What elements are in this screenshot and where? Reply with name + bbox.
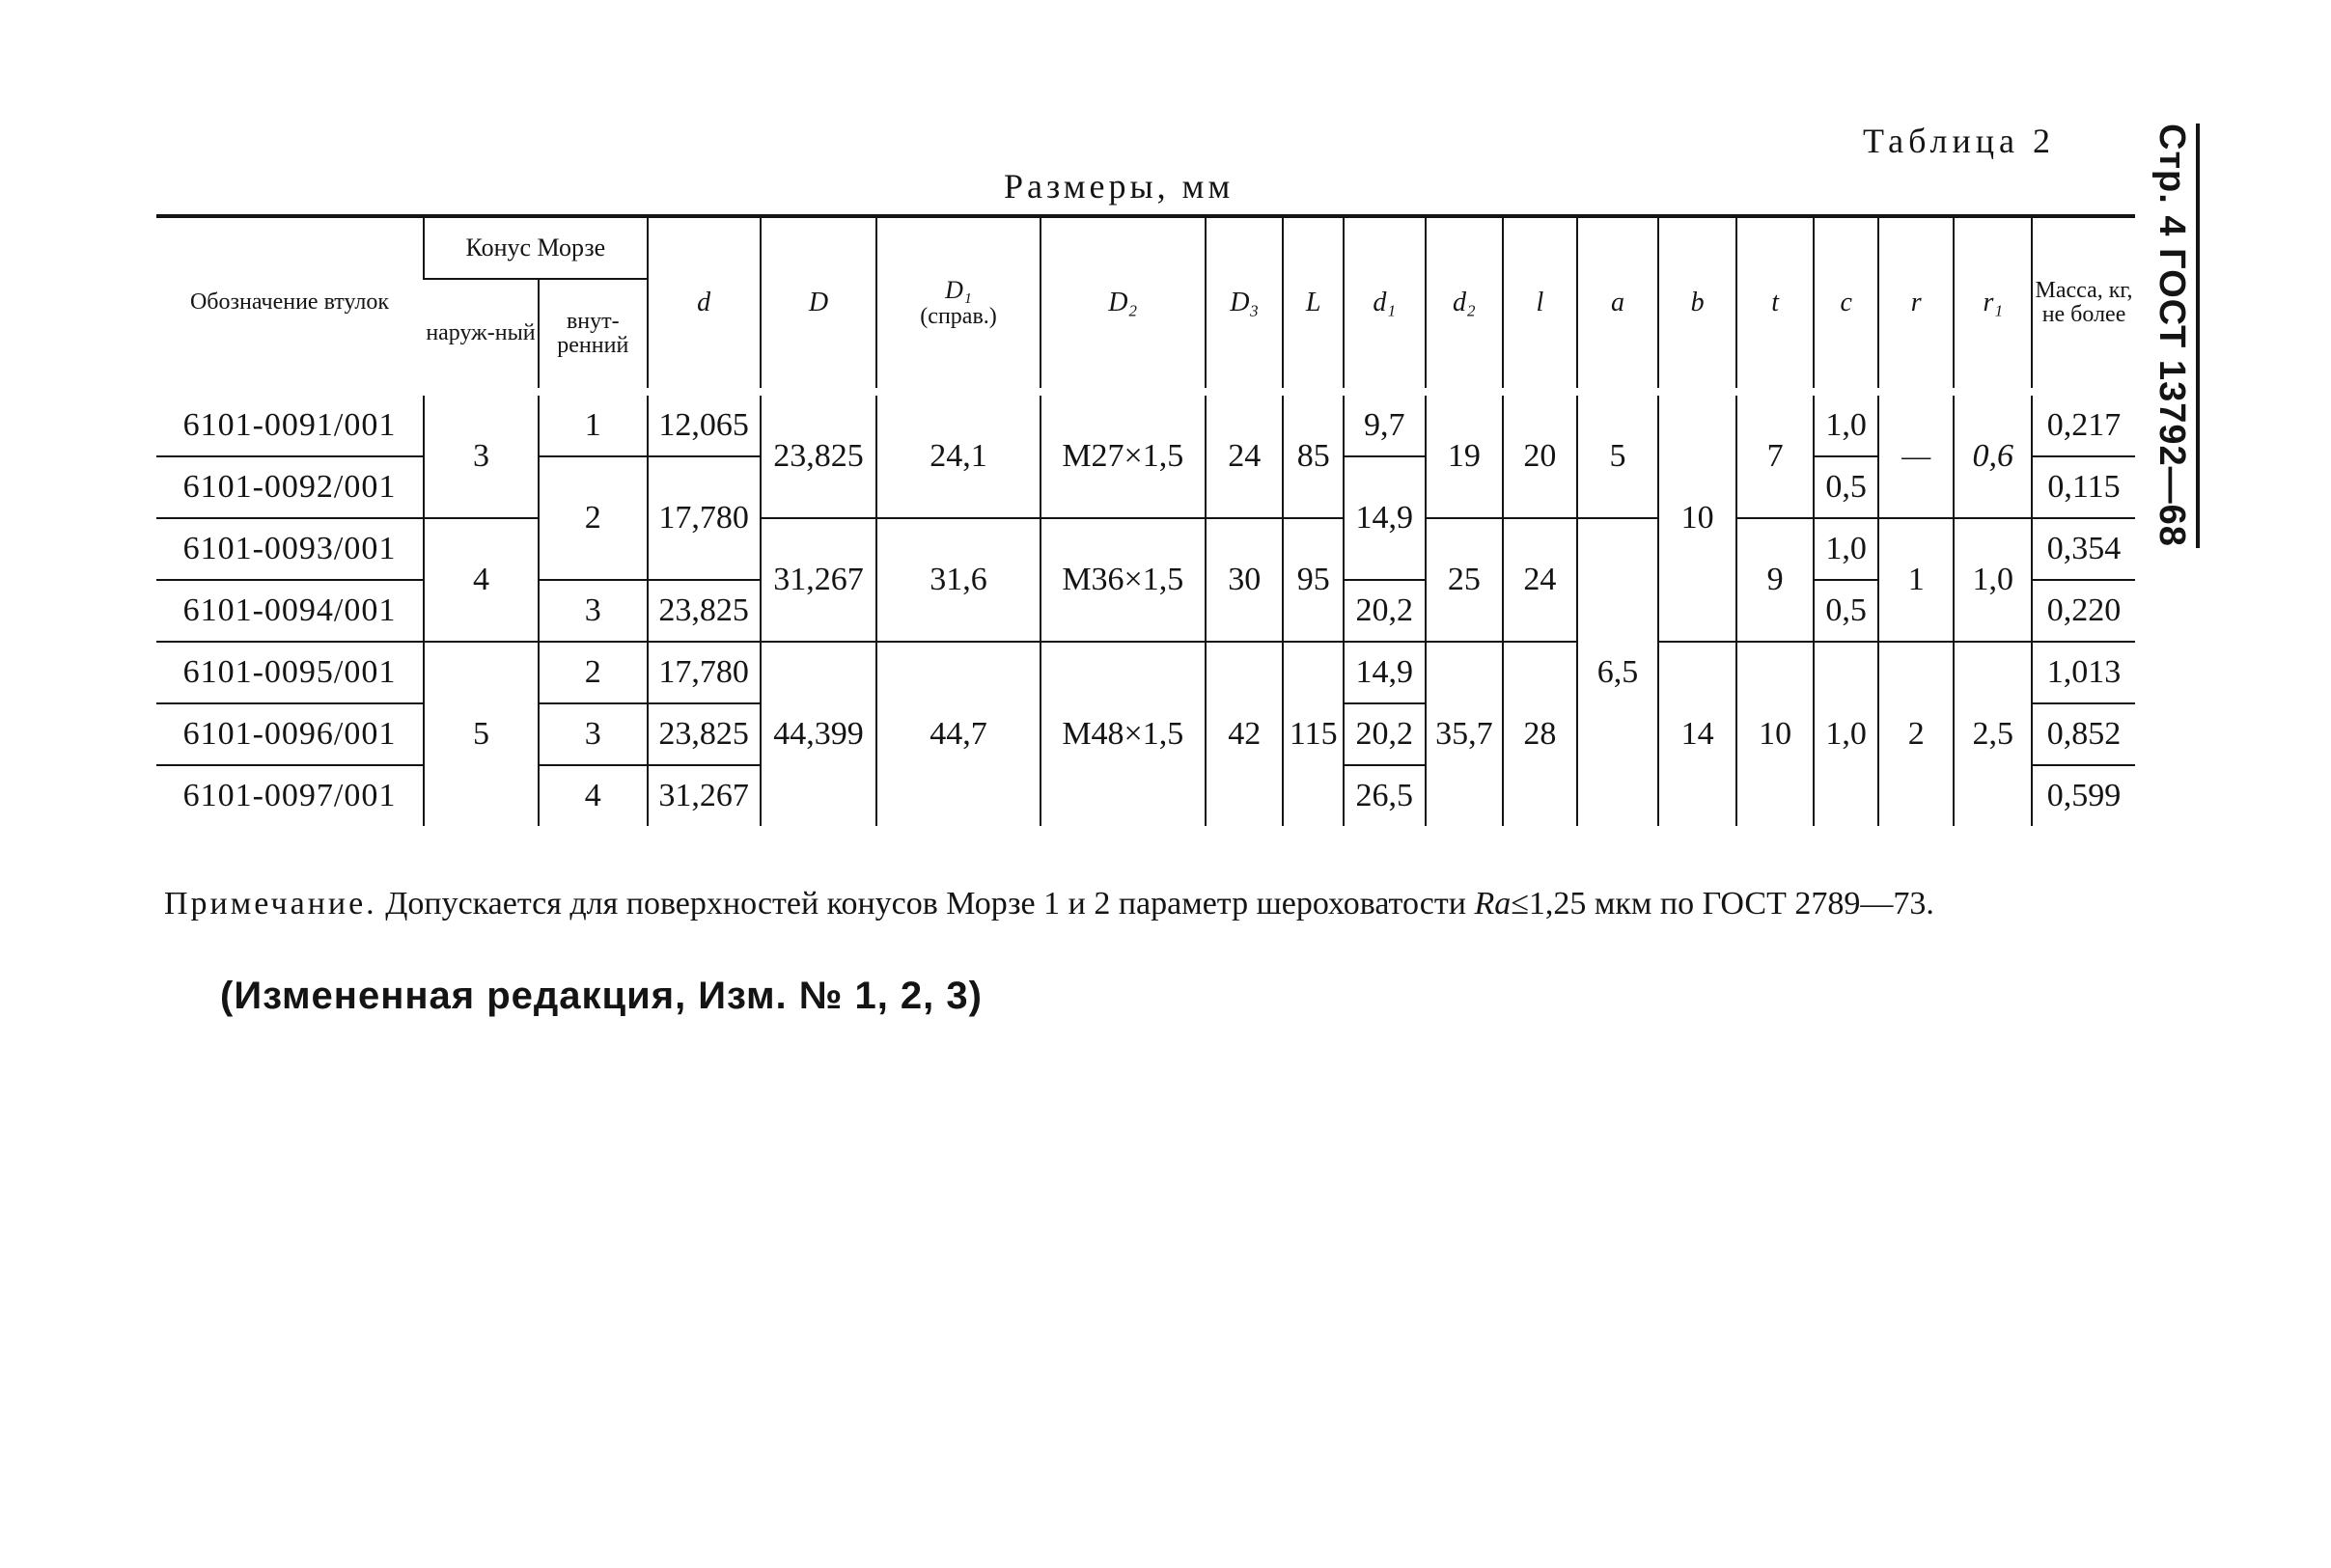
cell-d1: 26,5 (1344, 765, 1426, 826)
cell-mass: 0,220 (2032, 580, 2135, 642)
cell-c: 1,0 (1814, 642, 1877, 826)
cell-t: 9 (1736, 518, 1815, 642)
cell-mass: 0,217 (2032, 392, 2135, 456)
header-a: a (1577, 216, 1659, 392)
table-row (156, 518, 2135, 580)
cell-mass: 0,115 (2032, 456, 2135, 518)
row-code: 6101-0096/001 (156, 703, 424, 765)
header-D1-symbol: D₁ (945, 276, 972, 305)
cell-t: 7 (1736, 392, 1815, 518)
cell-D3: 42 (1206, 642, 1284, 826)
row-code: 6101-0093/001 (156, 518, 424, 580)
cell-D: 23,825 (761, 392, 877, 518)
cell-morse-inner: 3 (539, 580, 648, 642)
header-L: L (1283, 216, 1343, 392)
cell-d2: 19 (1426, 392, 1504, 518)
cell-c: 1,0 (1814, 392, 1877, 456)
cell-t: 10 (1736, 642, 1815, 826)
header-designation: Обозначение втулок (156, 216, 424, 392)
table-note (164, 886, 2133, 922)
cell-d1: 9,7 (1344, 392, 1426, 456)
cell-r: 1 (1878, 518, 1955, 642)
header-D2: D₂ (1041, 216, 1206, 392)
row-code: 6101-0094/001 (156, 580, 424, 642)
note-text-after: ≤1,25 мкм по ГОСТ 2789—73. (1511, 886, 1934, 922)
cell-d: 31,267 (648, 765, 761, 826)
cell-mass: 0,599 (2032, 765, 2135, 826)
header-d2: d₂ (1426, 216, 1504, 392)
cell-r: 2 (1878, 642, 1955, 826)
cell-L: 85 (1283, 392, 1343, 518)
page-side-header (2138, 124, 2200, 548)
cell-l: 24 (1503, 518, 1577, 642)
header-D: D (761, 216, 877, 392)
header-d1: d₁ (1344, 216, 1426, 392)
header-l: l (1503, 216, 1577, 392)
cell-mass: 0,354 (2032, 518, 2135, 580)
cell-L: 95 (1283, 518, 1343, 642)
cell-morse-outer: 3 (424, 392, 539, 518)
cell-r1: 0,6 (1954, 392, 2032, 518)
header-c: c (1814, 216, 1877, 392)
cell-D: 44,399 (761, 642, 877, 826)
cell-c: 0,5 (1814, 456, 1877, 518)
header-D1-note: (справ.) (920, 303, 997, 329)
cell-l: 28 (1503, 642, 1577, 826)
dimensions-table (156, 214, 2135, 826)
side-header-text: Стр. 4 ГОСТ 13792—68 (2151, 124, 2192, 547)
cell-d: 17,780 (648, 456, 761, 580)
revision-note: (Измененная редакция, Изм. № 1, 2, 3) (220, 975, 983, 1017)
cell-b: 10 (1658, 392, 1736, 642)
table-header (156, 216, 2135, 392)
cell-d: 23,825 (648, 580, 761, 642)
cell-d1: 20,2 (1344, 703, 1426, 765)
cell-D2: M36×1,5 (1041, 518, 1206, 642)
cell-D1: 31,6 (876, 518, 1040, 642)
cell-d1: 20,2 (1344, 580, 1426, 642)
cell-morse-outer: 4 (424, 518, 539, 642)
header-b: b (1658, 216, 1736, 392)
cell-L: 115 (1283, 642, 1343, 826)
cell-d1: 14,9 (1344, 642, 1426, 703)
table-row (156, 642, 2135, 703)
cell-r: — (1878, 392, 1955, 518)
table-subtitle: Размеры, мм (1004, 167, 1235, 206)
cell-D: 31,267 (761, 518, 877, 642)
cell-c: 1,0 (1814, 518, 1877, 580)
cell-morse-inner: 2 (539, 456, 648, 580)
cell-d: 23,825 (648, 703, 761, 765)
cell-b: 14 (1658, 642, 1736, 826)
header-morse-group: Конус Морзе (424, 216, 648, 279)
cell-morse-inner: 2 (539, 642, 648, 703)
cell-l: 20 (1503, 392, 1577, 518)
table-number: Таблица 2 (1863, 122, 2055, 160)
cell-D3: 24 (1206, 392, 1284, 518)
header-r1: r₁ (1954, 216, 2032, 392)
cell-d2: 25 (1426, 518, 1504, 642)
cell-D1: 44,7 (876, 642, 1040, 826)
cell-morse-outer: 5 (424, 642, 539, 826)
cell-D2: M27×1,5 (1041, 392, 1206, 518)
header-morse-outer: наруж-ный (424, 279, 539, 392)
cell-mass: 0,852 (2032, 703, 2135, 765)
header-t: t (1736, 216, 1815, 392)
header-r: r (1878, 216, 1955, 392)
cell-d: 17,780 (648, 642, 761, 703)
cell-a: 5 (1577, 392, 1659, 518)
note-text-before: Допускается для поверхностей конусов Морзе 1 и 2 параметр шероховатости (376, 886, 1475, 922)
cell-d: 12,065 (648, 392, 761, 456)
cell-D2: M48×1,5 (1041, 642, 1206, 826)
cell-morse-inner: 3 (539, 703, 648, 765)
cell-r1: 2,5 (1954, 642, 2032, 826)
row-code: 6101-0092/001 (156, 456, 424, 518)
cell-c: 0,5 (1814, 580, 1877, 642)
cell-d2: 35,7 (1426, 642, 1504, 826)
cell-D1: 24,1 (876, 392, 1040, 518)
note-ra-symbol: Ra (1474, 886, 1512, 922)
cell-morse-inner: 4 (539, 765, 648, 826)
row-code: 6101-0095/001 (156, 642, 424, 703)
cell-mass: 1,013 (2032, 642, 2135, 703)
header-morse-inner: внут-ренний (539, 279, 648, 392)
table-body (156, 392, 2135, 826)
row-code: 6101-0091/001 (156, 392, 424, 456)
header-D3: D₃ (1206, 216, 1284, 392)
cell-d1: 14,9 (1344, 456, 1426, 580)
header-mass: Масса, кг, не более (2032, 216, 2135, 392)
header-d: d (648, 216, 761, 392)
table-row (156, 392, 2135, 456)
row-code: 6101-0097/001 (182, 778, 397, 813)
cell-r1: 1,0 (1954, 518, 2032, 642)
note-label: Примечание. (164, 886, 377, 922)
cell-a: 6,5 (1577, 518, 1659, 826)
cell-D3: 30 (1206, 518, 1284, 642)
cell-morse-inner: 1 (539, 392, 648, 456)
header-D1 (876, 216, 1040, 392)
